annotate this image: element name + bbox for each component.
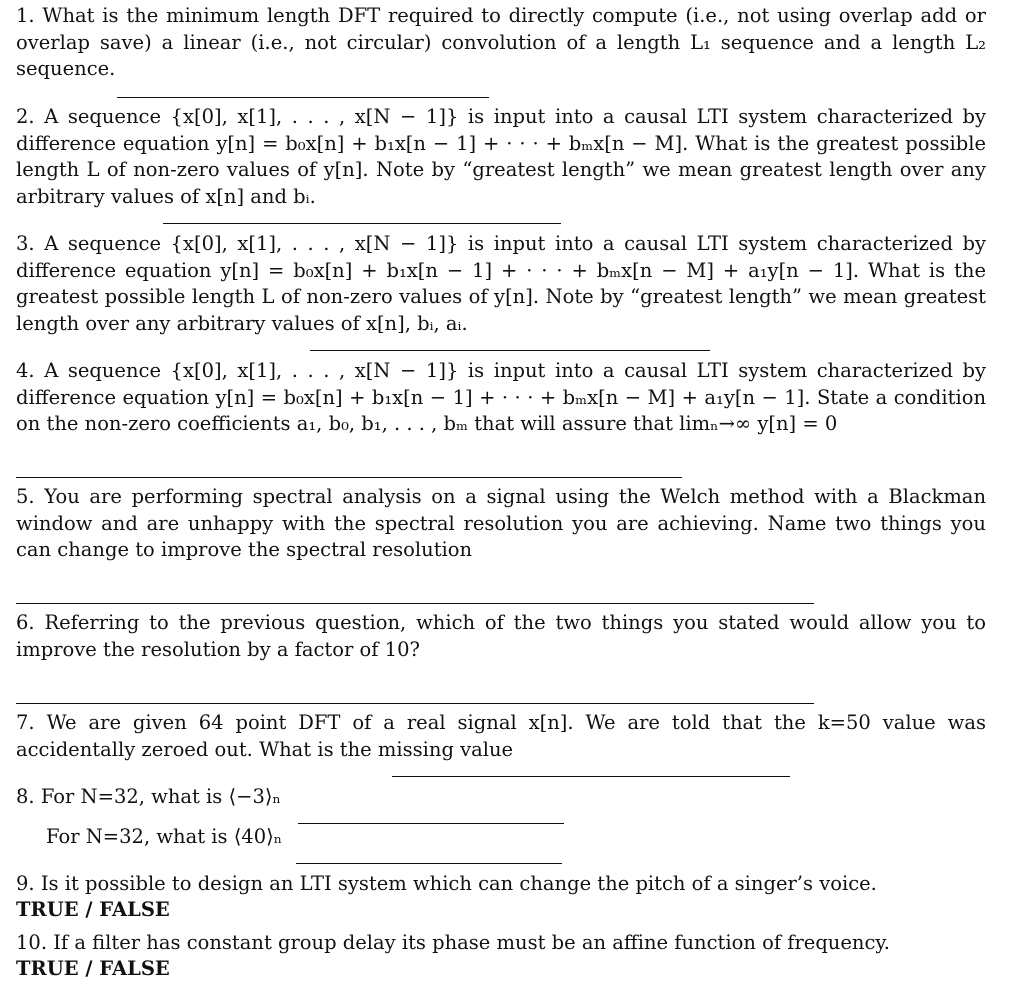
question-5: 5. You are performing spectral analysis on a signal using the Welch method with a Blackman window and are unhappy with the spectral resolution you are achieving. Name two things you can change to improve the spectral resolution: [16, 485, 986, 561]
question-9: 9. Is it possible to design an LTI system which can change the pitch of a singer’s voice.: [16, 872, 877, 895]
question-7: 7. We are given 64 point DFT of a real signal x[n]. We are told that the k=50 value was accidentally zeroed out. What is the missing value: [16, 711, 986, 761]
true-false-choice-9[interactable]: TRUE / FALSE: [16, 898, 170, 921]
answer-line-5[interactable]: [16, 603, 814, 604]
answer-line-8b[interactable]: [296, 863, 562, 864]
question-8a: 8. For N=32, what is ⟨−3⟩ₙ: [16, 785, 281, 808]
answer-line-7[interactable]: [392, 776, 790, 777]
question-2: 2. A sequence {x[0], x[1], . . . , x[N − 1]} is input into a causal LTI system characterized by difference equation y[n] = b₀x[n] + b₁x[n − 1] + · · · + bₘx[n − M]. What is the greatest possible length L of non-zero values of y[n]. Note by “greatest length” we mean greatest length over any arbitrary values of x[n] and bᵢ.: [16, 105, 987, 208]
question-1: 1. What is the minimum length DFT required to directly compute (i.e., not using overlap add or overlap save) a linear (i.e., not circular) convolution of a length L₁ sequence and a length L₂ sequence.: [16, 4, 986, 80]
true-false-choice-10[interactable]: TRUE / FALSE: [16, 957, 170, 980]
answer-line-6[interactable]: [16, 703, 814, 704]
question-10: 10. If a filter has constant group delay its phase must be an affine function of frequency.: [16, 931, 891, 954]
question-6: 6. Referring to the previous question, which of the two things you stated would allow you to improve the resolution by a factor of 10?: [16, 611, 987, 661]
answer-line-2[interactable]: [163, 223, 561, 224]
question-4: 4. A sequence {x[0], x[1], . . . , x[N − 1]} is input into a causal LTI system characterized by difference equation y[n] = b₀x[n] + b₁x[n − 1] + · · · + bₘx[n − M] + a₁y[n − 1]. State a condition on the non-zero coefficients a₁, b₀, b₁, . . . , bₘ that will assure that limₙ→∞ y[n] = 0: [16, 359, 987, 435]
question-8b: For N=32, what is ⟨40⟩ₙ: [46, 825, 283, 848]
answer-line-3[interactable]: [310, 350, 710, 351]
answer-line-4[interactable]: [16, 477, 682, 478]
answer-line-1[interactable]: [117, 97, 489, 98]
question-3: 3. A sequence {x[0], x[1], . . . , x[N − 1]} is input into a causal LTI system characterized by difference equation y[n] = b₀x[n] + b₁x[n − 1] + · · · + bₘx[n − M] + a₁y[n − 1]. What is the greatest possible length L of non-zero values of y[n]. Note by “greatest length” we mean greatest length over any arbitrary values of x[n], bᵢ, aᵢ.: [16, 232, 987, 335]
